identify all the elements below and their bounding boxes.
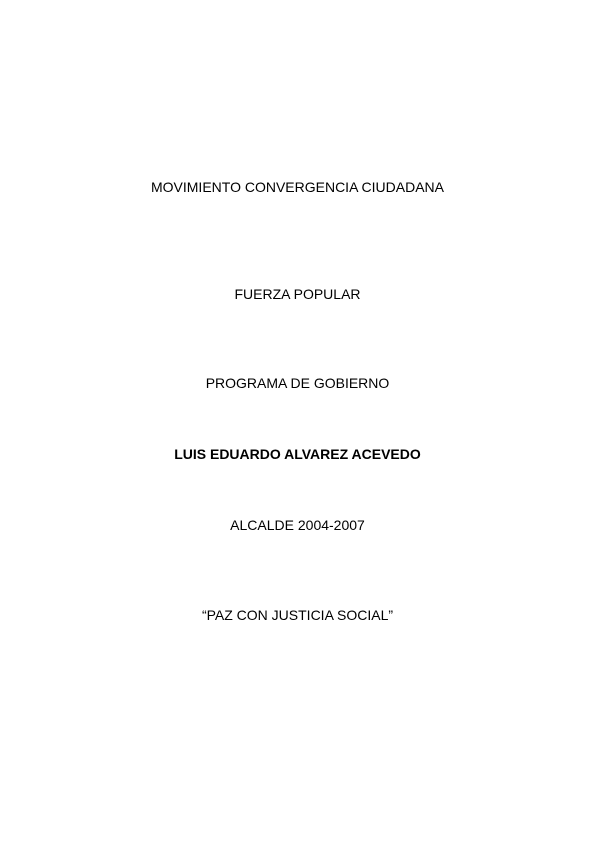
party-name: MOVIMIENTO CONVERGENCIA CIUDADANA (150, 179, 444, 195)
candidate-name: LUIS EDUARDO ALVAREZ ACEVEDO (174, 446, 421, 462)
office-term: ALCALDE 2004-2007 (230, 517, 365, 533)
program-title: PROGRAMA DE GOBIERNO (205, 375, 390, 391)
slogan: “PAZ CON JUSTICIA SOCIAL” (201, 607, 394, 623)
coalition-name: FUERZA POPULAR (234, 286, 361, 302)
